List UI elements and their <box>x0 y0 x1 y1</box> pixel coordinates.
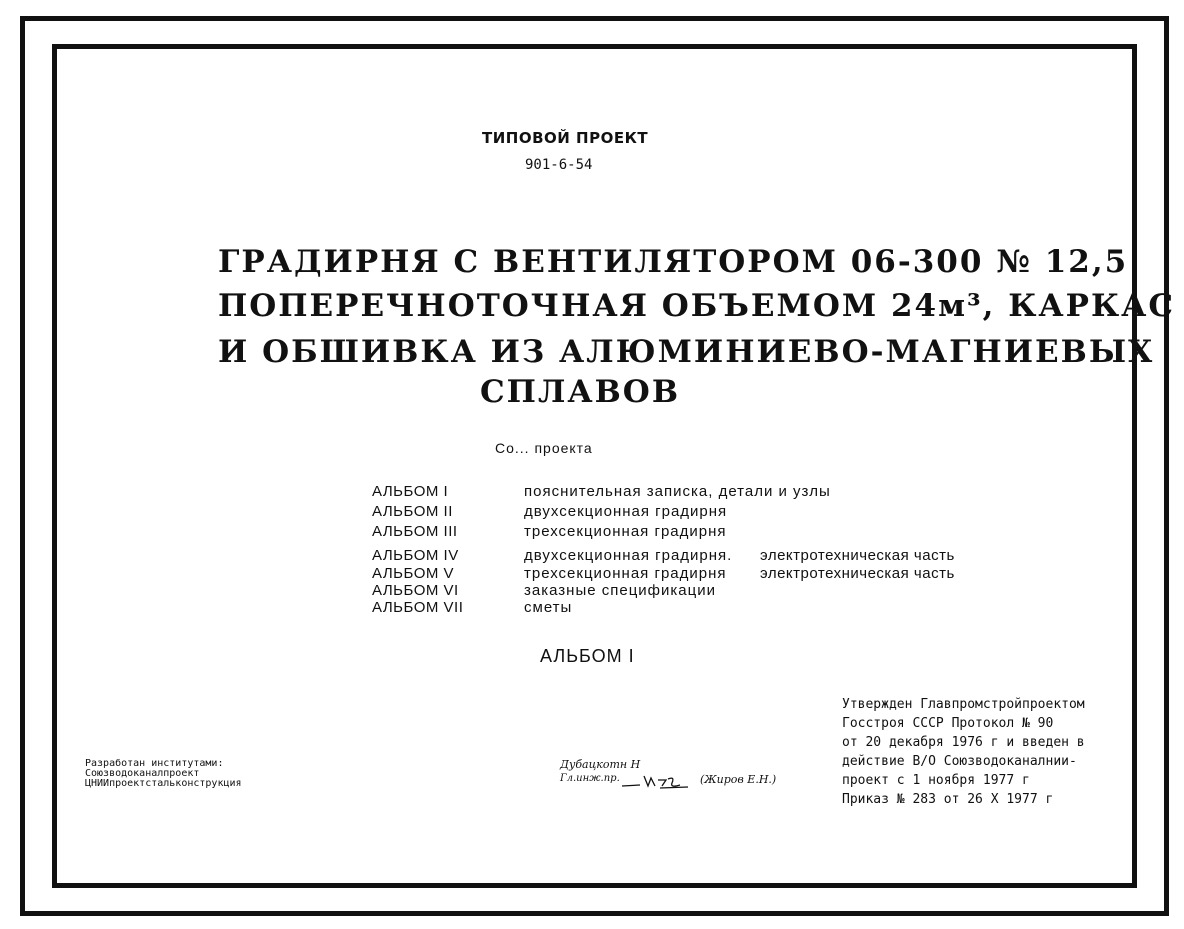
album-name: АЛЬБОМ III <box>372 523 458 540</box>
developer-line: Разработан институтами: <box>85 758 224 769</box>
album-name: АЛЬБОМ II <box>372 503 453 520</box>
approval-line: действие В/О Союзводоканалнии- <box>842 754 1077 769</box>
approval-line: Госстроя СССР Протокол № 90 <box>842 716 1054 731</box>
album-name: АЛЬБОМ I <box>372 483 449 500</box>
current-album: АЛЬБОМ I <box>540 646 635 666</box>
album-name: АЛЬБОМ V <box>372 565 455 582</box>
album-description: двухсекционная градирня <box>524 503 728 520</box>
approval-line: проект с 1 ноября 1977 г <box>842 773 1030 788</box>
approval-block <box>842 695 1085 809</box>
developer-block <box>85 759 242 789</box>
album-extra: электротехническая часть <box>760 547 955 564</box>
project-number: 901-6-54 <box>525 157 593 173</box>
album-name: АЛЬБОМ VII <box>372 599 464 616</box>
signature-name-2: (Жиров Е.Н.) <box>700 773 777 786</box>
album-name: АЛЬБОМ VI <box>372 582 459 599</box>
developer-line: ЦНИИпроектстальконструкция <box>85 778 242 789</box>
album-name: АЛЬБОМ IV <box>372 547 459 564</box>
album-description: трехсекционная градирня <box>524 523 727 540</box>
signature-scribble <box>620 774 690 790</box>
album-description: сметы <box>524 599 573 616</box>
title-line-3: И ОБШИВКА ИЗ АЛЮМИНИЕВО-МАГНИЕВЫХ <box>218 334 1155 370</box>
approval-line: Утвержден Главпромстройпроектом <box>842 697 1085 712</box>
album-extra: электротехническая часть <box>760 565 955 582</box>
album-description: трехсекционная градирня <box>524 565 727 582</box>
album-description: пояснительная записка, детали и узлы <box>524 483 831 500</box>
title-line-1: ГРАДИРНЯ С ВЕНТИЛЯТОРОМ 06-300 № 12,5 <box>218 244 1129 280</box>
developer-line: Союзводоканалпроект <box>85 768 200 779</box>
title-line-2: ПОПЕРЕЧНОТОЧНАЯ ОБЪЕМОМ 24м³, КАРКАС <box>218 288 1176 324</box>
album-description: двухсекционная градирня. <box>524 547 733 564</box>
approval-line: от 20 декабря 1976 г и введен в <box>842 735 1085 750</box>
signature-name-1: Дубацкотн Н <box>560 758 641 771</box>
title-line-4: СПЛАВОВ <box>480 374 681 410</box>
project-type-label: ТИПОВОЙ ПРОЕКТ <box>482 129 649 147</box>
album-description: заказные спецификации <box>524 582 716 599</box>
approval-line: Приказ № 283 от 26 X 1977 г <box>842 792 1054 807</box>
signature-role: Гл.инж.пр. <box>560 773 620 784</box>
composition-label: Со... проекта <box>495 440 593 456</box>
